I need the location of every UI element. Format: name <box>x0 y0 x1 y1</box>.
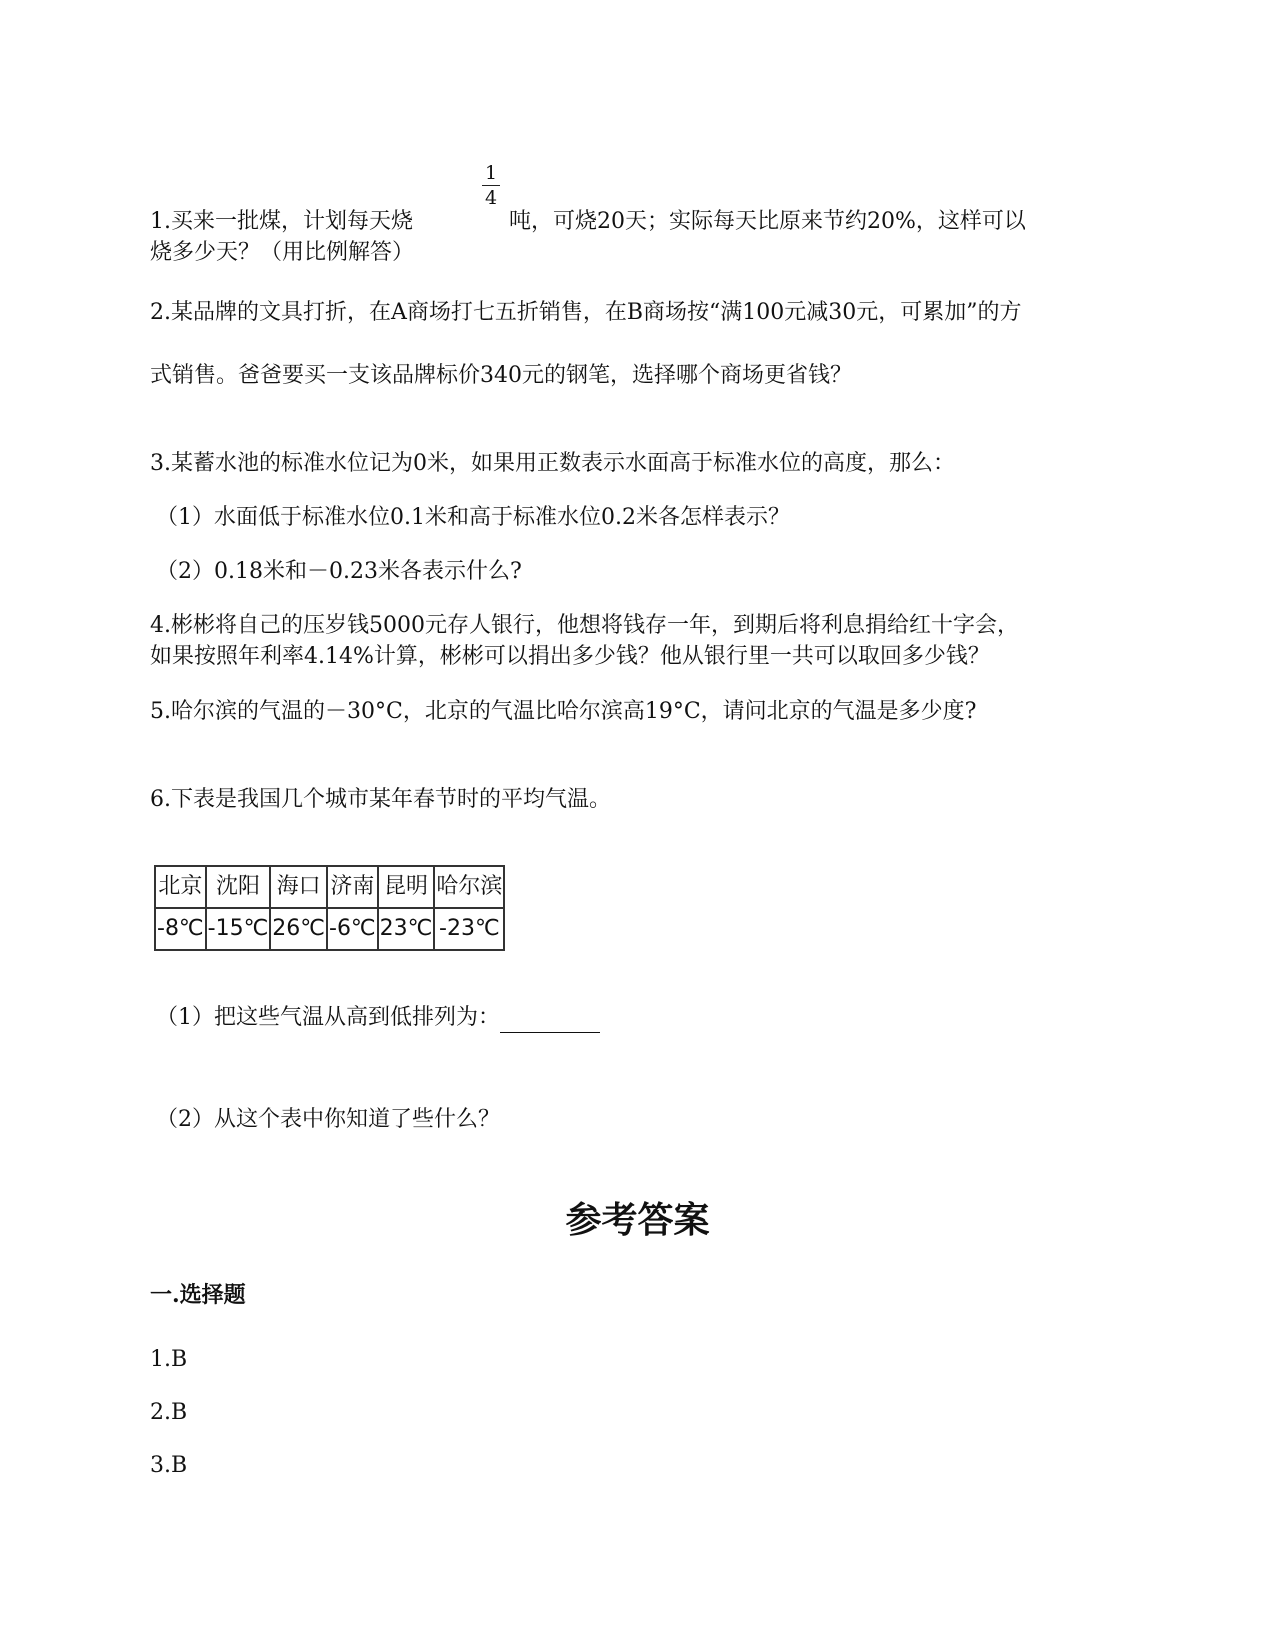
table-cell-temp: 26℃ <box>270 908 327 950</box>
question-2-line-2: 式销售。爸爸要买一支该品牌标价340元的钢笔，选择哪个商场更省钱？ <box>150 363 852 388</box>
fraction-one-quarter <box>480 162 502 209</box>
question-4-line-1: 4.彬彬将自己的压岁钱5000元存人银行，他想将钱存一年，到期后将利息捐给红十字会， <box>150 613 1019 638</box>
question-2-line-1: 2.某品牌的文具打折，在A商场打七五折销售，在B商场按“满100元减30元，可累加”的方 <box>150 300 1022 325</box>
question-1-line-1 <box>150 207 1026 237</box>
answer-item: 3.B <box>150 1453 188 1478</box>
question-6-line-1: 6.下表是我国几个城市某年春节时的平均气温。 <box>150 787 611 812</box>
answer-blank[interactable] <box>500 1008 600 1033</box>
question-6-sub-1 <box>156 1003 600 1033</box>
fraction-denominator: 4 <box>484 187 498 209</box>
table-cell-temp: -23℃ <box>434 908 504 950</box>
answer-item: 1.B <box>150 1347 188 1372</box>
fraction-bar <box>482 185 500 186</box>
table-cell-city: 昆明 <box>378 866 435 908</box>
question-1-part-1: 1.买来一批煤，计划每天烧 <box>150 209 413 234</box>
answer-item: 2.B <box>150 1400 188 1425</box>
city-temperature-table <box>154 865 505 951</box>
table-cell-temp: -15℃ <box>206 908 271 950</box>
table-cell-temp: -6℃ <box>327 908 378 950</box>
table-cell-temp: -8℃ <box>155 908 206 950</box>
table-cell-city: 哈尔滨 <box>434 866 504 908</box>
question-5-line-1: 5.哈尔滨的气温的－30°C，北京的气温比哈尔滨高19°C，请问北京的气温是多少度? <box>150 699 977 724</box>
table-row-cities <box>155 866 504 908</box>
table-cell-city: 济南 <box>327 866 378 908</box>
question-1-line-2: 烧多少天？（用比例解答） <box>150 240 415 265</box>
question-3-sub-2: （2）0.18米和－0.23米各表示什么? <box>156 559 522 584</box>
question-6-sub-2: （2）从这个表中你知道了些什么？ <box>156 1107 500 1132</box>
table-cell-city: 北京 <box>155 866 206 908</box>
answers-title: 参考答案 <box>565 1199 710 1241</box>
table-cell-city: 沈阳 <box>206 866 271 908</box>
table-cell-temp: 23℃ <box>378 908 435 950</box>
answers-section-heading: 一.选择题 <box>150 1282 246 1308</box>
question-1-part-2: 吨，可烧20天；实际每天比原来节约20%，这样可以 <box>509 209 1026 234</box>
table-cell-city: 海口 <box>270 866 327 908</box>
question-6-sub-1-text: （1）把这些气温从高到低排列为： <box>156 1005 500 1030</box>
table-row-temps <box>155 908 504 950</box>
fraction-numerator: 1 <box>484 162 498 184</box>
question-3-line-1: 3.某蓄水池的标准水位记为0米，如果用正数表示水面高于标准水位的高度，那么： <box>150 451 955 476</box>
question-4-line-2: 如果按照年利率4.14%计算，彬彬可以捐出多少钱？他从银行里一共可以取回多少钱？ <box>150 644 990 669</box>
question-3-sub-1: （1）水面低于标准水位0.1米和高于标准水位0.2米各怎样表示？ <box>156 505 790 530</box>
